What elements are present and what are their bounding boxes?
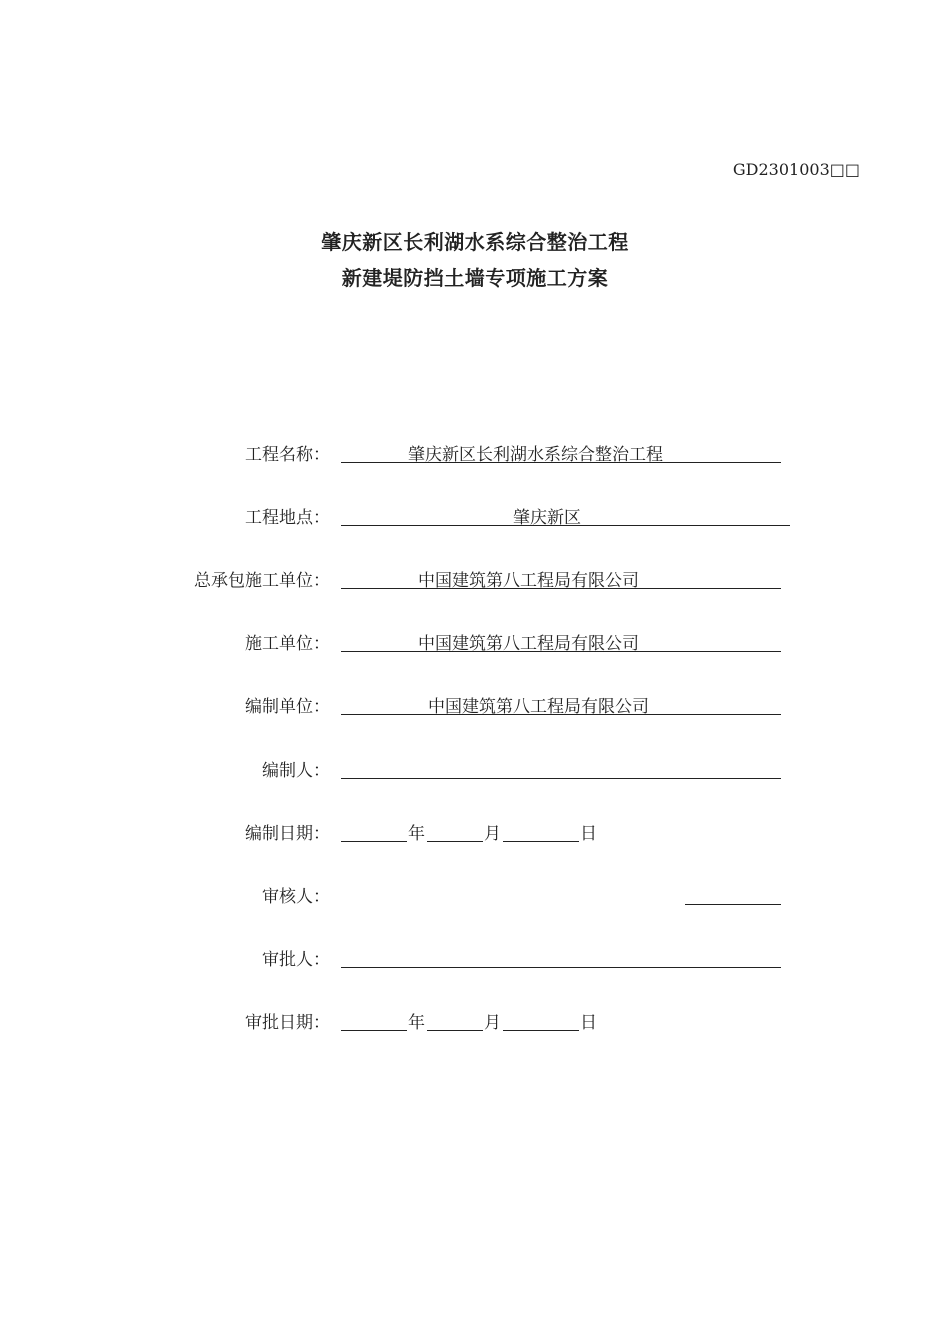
- project-name-value[interactable]: 肇庆新区长利湖水系综合整治工程: [408, 445, 663, 465]
- project-location-value[interactable]: 肇庆新区: [513, 508, 581, 528]
- compiling-unit-value[interactable]: 中国建筑第八工程局有限公司: [428, 697, 649, 717]
- compile-date-label: 编制日期：: [245, 824, 330, 844]
- compiling-unit-label: 编制单位：: [245, 697, 330, 717]
- compiling-unit-row: [0, 692, 950, 718]
- general-contractor-value[interactable]: 中国建筑第八工程局有限公司: [418, 571, 639, 591]
- approve-year-field[interactable]: [341, 1030, 407, 1031]
- reviewer-label: 审核人：: [262, 887, 330, 907]
- construction-unit-value[interactable]: 中国建筑第八工程局有限公司: [418, 634, 639, 654]
- approve-date-label: 审批日期：: [245, 1013, 330, 1033]
- document-number: GD2301003□□: [732, 160, 860, 179]
- approve-month-field[interactable]: [427, 1030, 483, 1031]
- reviewer-row: [0, 882, 950, 908]
- compile-month-unit: 月: [484, 824, 501, 844]
- approve-year-unit: 年: [408, 1013, 425, 1033]
- compile-day-unit: 日: [580, 824, 597, 844]
- compiler-field[interactable]: [341, 778, 781, 779]
- title-line-1: 肇庆新区长利湖水系综合整治工程: [321, 230, 629, 254]
- compiler-label: 编制人：: [262, 761, 330, 781]
- approver-field[interactable]: [341, 967, 781, 968]
- title-line-2: 新建堤防挡土墙专项施工方案: [341, 266, 609, 290]
- project-name-row: [0, 440, 950, 466]
- compile-day-field[interactable]: [503, 841, 579, 842]
- general-contractor-label: 总承包施工单位：: [194, 571, 330, 591]
- project-location-row: [0, 503, 950, 529]
- compiler-row: [0, 756, 950, 782]
- construction-unit-label: 施工单位：: [245, 634, 330, 654]
- project-location-label: 工程地点：: [245, 508, 330, 528]
- compile-month-field[interactable]: [427, 841, 483, 842]
- reviewer-field[interactable]: [685, 904, 781, 905]
- approve-day-field[interactable]: [503, 1030, 579, 1031]
- project-name-label: 工程名称：: [245, 445, 330, 465]
- approve-date-row: [0, 1008, 950, 1034]
- construction-unit-row: [0, 629, 950, 655]
- compile-year-field[interactable]: [341, 841, 407, 842]
- approve-day-unit: 日: [580, 1013, 597, 1033]
- approve-month-unit: 月: [484, 1013, 501, 1033]
- compile-year-unit: 年: [408, 824, 425, 844]
- compile-date-row: [0, 819, 950, 845]
- approver-row: [0, 945, 950, 971]
- approver-label: 审批人：: [262, 950, 330, 970]
- general-contractor-row: [0, 566, 950, 592]
